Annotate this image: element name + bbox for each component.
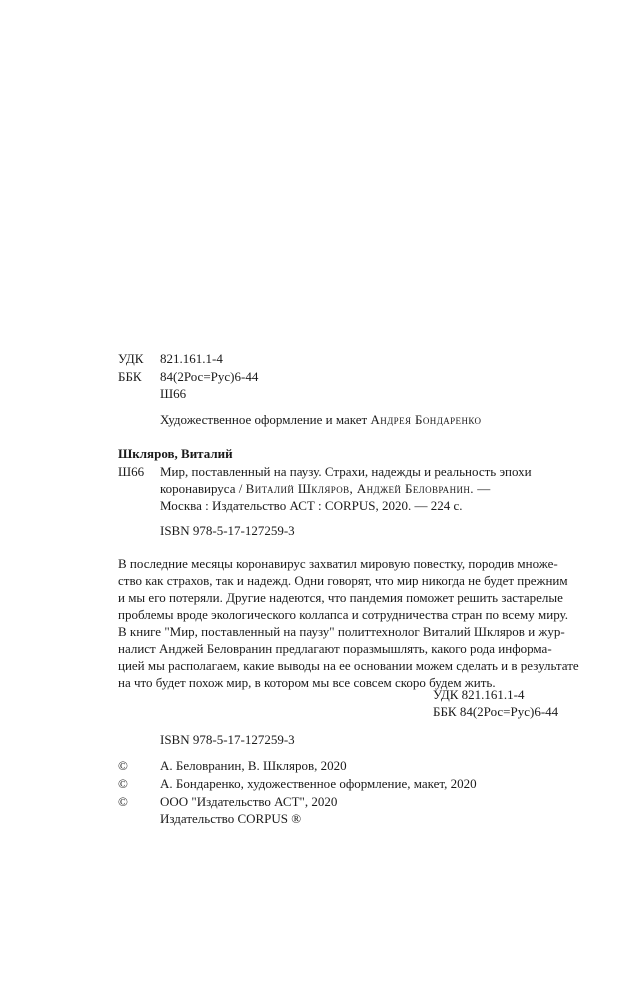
bbk-value: 84(2Рос=Рус)6-44 <box>160 369 259 384</box>
copyright-symbol: © <box>118 776 128 791</box>
design-credit <box>160 412 481 428</box>
isbn-top: ISBN 978-5-17-127259-3 <box>160 523 295 538</box>
bibliographic-code: Ш66 <box>118 464 145 479</box>
udk-right: УДК 821.161.1-4 <box>433 687 525 702</box>
annotation-line: на что будет похож мир, в котором мы все совсем скоро будем жить. <box>118 675 496 690</box>
copyright-line: А. Бондаренко, художественное оформление, макет, 2020 <box>160 776 477 791</box>
design-credit-name: Андрея Бондаренко <box>370 412 482 427</box>
bibliographic-authors-line <box>160 481 490 497</box>
annotation-line: ство как страхов, так и надежд. Одни говорят, что мир никогда не будет прежним <box>118 573 568 588</box>
copyright-symbol: © <box>118 794 128 809</box>
annotation-line: и мы его потеряли. Другие надеются, что пандемия поможет решить застарелые <box>118 590 563 605</box>
author-code: Ш66 <box>160 386 187 401</box>
annotation-line: цией мы располагаем, какие выводы на ее основании можем сделать и в результате <box>118 658 579 673</box>
annotation-line: В книге "Мир, поставленный на паузу" политтехнолог Виталий Шкляров и жур- <box>118 624 565 639</box>
udk-label: УДК <box>118 351 144 366</box>
copyright-line: А. Беловранин, В. Шкляров, 2020 <box>160 758 347 773</box>
copyright-symbol: © <box>118 758 128 773</box>
bibliographic-title-line: Мир, поставленный на паузу. Страхи, надежды и реальность эпохи <box>160 464 532 479</box>
bbk-right: ББК 84(2Рос=Рус)6-44 <box>433 704 559 719</box>
design-credit-text: Художественное оформление и макет <box>160 412 368 427</box>
bibliographic-line2-prefix: коронавируса / <box>160 481 243 496</box>
copyright-line: ООО "Издательство АСТ", 2020 <box>160 794 338 809</box>
bibliographic-line2-authors: Виталий Шкляров, Анджей Беловранин. <box>245 481 474 496</box>
bibliographic-publisher-line: Москва : Издательство АСТ : CORPUS, 2020. — 224 с. <box>160 498 463 513</box>
annotation-line: проблемы вроде экологического коллапса и сотрудничества стран по всему миру. <box>118 607 568 622</box>
annotation-line: В последние месяцы коронавирус захватил мировую повестку, породив множе- <box>118 556 558 571</box>
bbk-label: ББК <box>118 369 142 384</box>
annotation-line: налист Анджей Беловранин предлагают поразмышлять, какого рода информа- <box>118 641 552 656</box>
author-heading: Шкляров, Виталий <box>118 446 233 461</box>
udk-value: 821.161.1-4 <box>160 351 223 366</box>
bibliographic-line2-suffix: — <box>477 481 491 496</box>
imprint: Издательство CORPUS ® <box>160 811 302 826</box>
isbn-bottom: ISBN 978-5-17-127259-3 <box>160 732 295 747</box>
